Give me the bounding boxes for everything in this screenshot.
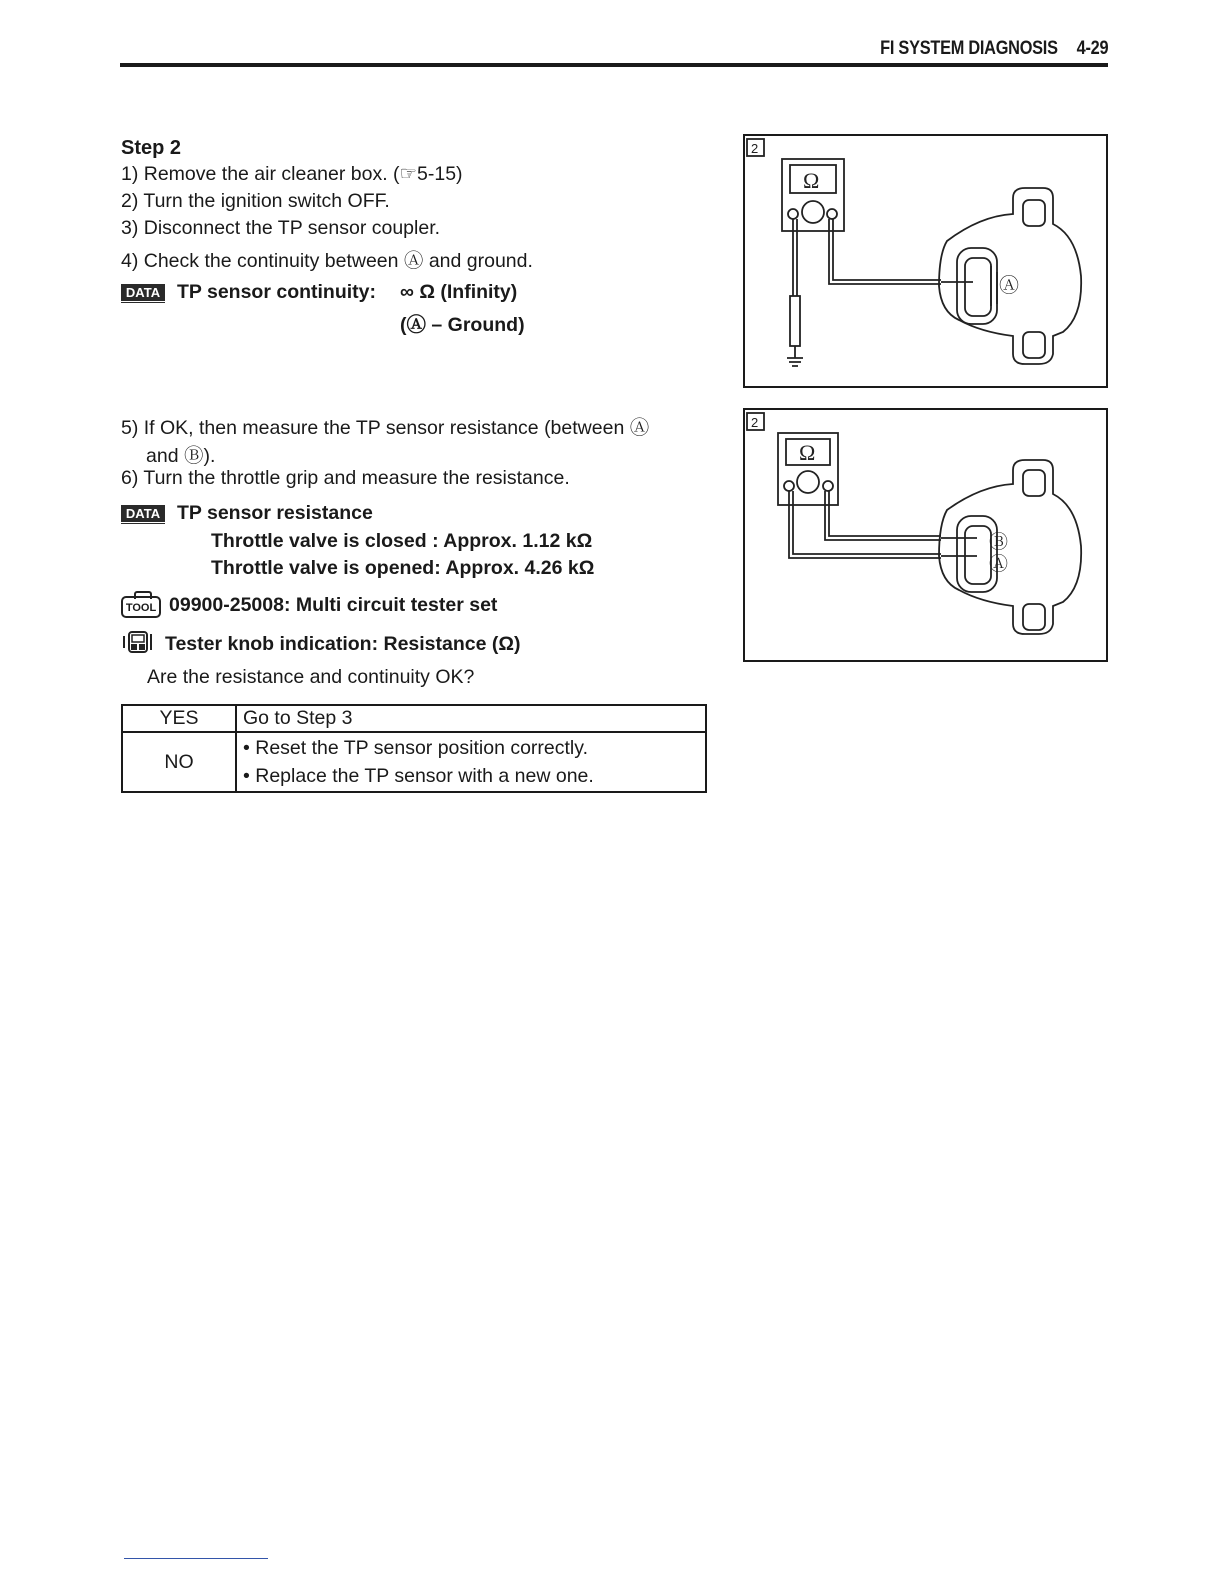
resistance-label: TP sensor resistance xyxy=(177,502,373,524)
ohm-symbol: Ω xyxy=(803,168,820,193)
figure-resistance-test xyxy=(743,408,1108,662)
step-title: Step 2 xyxy=(121,137,182,159)
terminal-a-label: Ⓐ xyxy=(999,273,1019,297)
section-title: FI SYSTEM DIAGNOSIS xyxy=(879,38,1058,59)
instruction-4: 4) Check the continuity between Ⓐ and ground. xyxy=(121,250,533,272)
table-row xyxy=(122,705,706,732)
question: Are the resistance and continuity OK? xyxy=(147,666,475,688)
table-row xyxy=(122,732,706,792)
continuity-value: ∞ Ω (Infinity) xyxy=(400,281,518,303)
terminal-a-label: Ⓐ xyxy=(989,553,1009,575)
instruction-1: 1) Remove the air cleaner box. (☞5-15) xyxy=(121,163,463,185)
special-tool xyxy=(121,594,497,618)
continuity-note: (Ⓐ – Ground) xyxy=(400,314,525,336)
knob-text: Tester knob indication: Resistance (Ω) xyxy=(165,633,521,655)
continuity-label: TP sensor continuity: xyxy=(177,281,376,303)
resistance-closed: Throttle valve is closed : Approx. 1.12 kΩ xyxy=(211,530,593,552)
instruction-2: 2) Turn the ignition switch OFF. xyxy=(121,190,390,212)
no-action-2: • Replace the TP sensor with a new one. xyxy=(243,765,594,787)
instruction-5: 5) If OK, then measure the TP sensor resistance (between Ⓐ xyxy=(121,417,650,439)
figure-tag: 2 xyxy=(751,141,759,156)
no-action-1: • Reset the TP sensor position correctly. xyxy=(243,737,588,759)
instruction-5-cont: and Ⓑ). xyxy=(146,445,216,467)
ohm-symbol: Ω xyxy=(799,440,816,465)
resistance-opened: Throttle valve is opened: Approx. 4.26 kΩ xyxy=(211,557,595,579)
instruction-3: 3) Disconnect the TP sensor coupler. xyxy=(121,217,441,239)
yes-action: Go to Step 3 xyxy=(236,705,706,732)
page-number: 4-29 xyxy=(1076,38,1108,59)
data-icon: DATA xyxy=(121,505,165,525)
page-header xyxy=(880,38,1108,60)
bottom-rule xyxy=(124,1558,268,1559)
tester-knob-icon xyxy=(121,630,157,660)
yes-label: YES xyxy=(122,705,236,732)
instruction-6: 6) Turn the throttle grip and measure the resistance. xyxy=(121,467,570,489)
tester-knob xyxy=(121,630,521,660)
tool-icon: TOOL xyxy=(121,596,161,618)
no-label: NO xyxy=(122,732,236,792)
tool-text: 09900-25008: Multi circuit tester set xyxy=(169,594,498,616)
header-rule xyxy=(120,63,1108,67)
figure-continuity-test xyxy=(743,134,1108,388)
continuity-spec xyxy=(121,281,376,304)
no-actions xyxy=(236,732,706,792)
terminal-b-label: Ⓑ xyxy=(989,531,1009,553)
data-icon: DATA xyxy=(121,284,165,304)
resistance-spec xyxy=(121,502,373,525)
decision-table xyxy=(121,704,707,793)
figure-tag: 2 xyxy=(751,415,759,430)
